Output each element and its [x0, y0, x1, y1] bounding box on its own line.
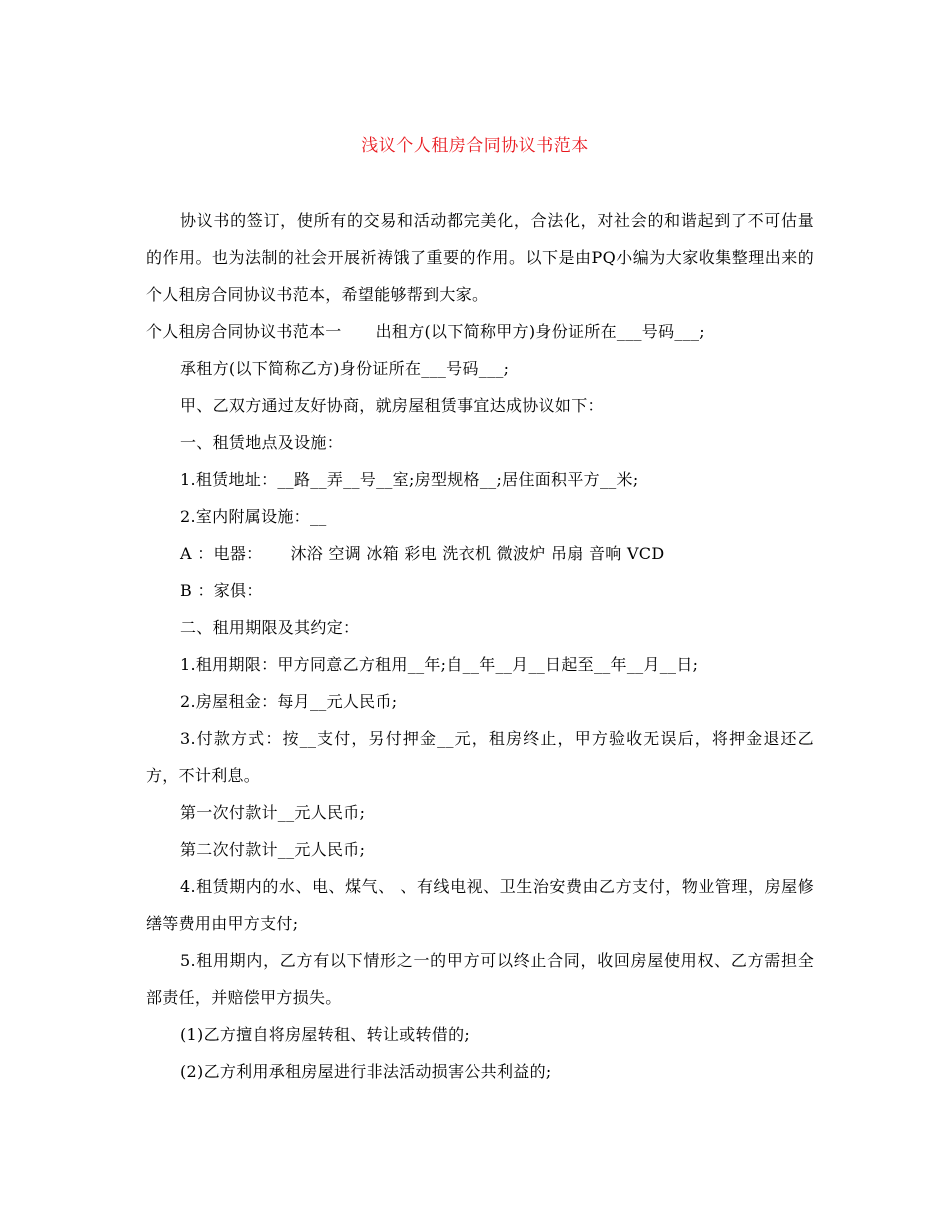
intro-paragraph: 协议书的签订，使所有的交易和活动都完美化，合法化，对社会的和谐起到了不可估量的作用。也为法制的社会开展祈祷饿了重要的作用。以下是由PQ小编为大家收集整理出来的个人租房合同协议书范本，希望能够帮到大家。 — [146, 211, 814, 304]
sample-heading: 个人租房合同协议书范本一 — [146, 322, 342, 341]
term-paragraph: 1.租用期限：甲方同意乙方租用__年;自__年__月__日起至__年__月__日; — [180, 655, 699, 674]
address-paragraph: 1.租赁地址：__路__弄__号__室;房型规格__;居住面积平方__米; — [180, 470, 639, 489]
rent-paragraph: 2.房屋租金：每月__元人民币; — [180, 692, 398, 711]
agreement-paragraph: 甲、乙双方通过友好协商，就房屋租赁事宜达成协议如下： — [180, 396, 604, 415]
appliances-label: A ：电器： — [180, 544, 263, 563]
lessor-paragraph: 出租方(以下简称甲方)身份证所在___号码___; — [375, 322, 705, 341]
lessee-paragraph: 承租方(以下简称乙方)身份证所在___号码___; — [180, 359, 510, 378]
first-payment-paragraph: 第一次付款计__元人民币; — [180, 803, 366, 822]
facilities-paragraph: 2.室内附属设施：__ — [180, 507, 327, 526]
clause-2: (2)乙方利用承租房屋进行非法活动损害公共利益的; — [180, 1062, 552, 1081]
sample-heading-line — [146, 313, 814, 350]
furniture-paragraph: B ：家俱： — [180, 581, 263, 600]
utilities-paragraph: 4.租赁期内的水、电、煤气、 、有线电视、卫生治安费由乙方支付，物业管理，房屋修缮等费用由甲方支付; — [146, 877, 814, 933]
appliances-items: 沐浴 空调 冰箱 彩电 洗衣机 微波炉 吊扇 音响 VCD — [290, 544, 665, 563]
section-1-heading: 一、租赁地点及设施： — [180, 433, 344, 452]
second-payment-paragraph: 第二次付款计__元人民币; — [180, 840, 366, 859]
appliances-line — [146, 535, 814, 572]
document-title: 浅议个人租房合同协议书范本 — [361, 136, 589, 156]
clause-1: (1)乙方擅自将房屋转租、转让或转借的; — [180, 1025, 471, 1044]
document-body — [146, 202, 814, 1090]
section-2-heading: 二、租用期限及其约定： — [180, 618, 360, 637]
termination-paragraph: 5.租用期内，乙方有以下情形之一的甲方可以终止合同，收回房屋使用权、乙方需担全部责任，并赔偿甲方损失。 — [146, 951, 814, 1007]
payment-paragraph: 3.付款方式：按__支付，另付押金__元，租房终止，甲方验收无误后，将押金退还乙方，不计利息。 — [146, 729, 814, 785]
